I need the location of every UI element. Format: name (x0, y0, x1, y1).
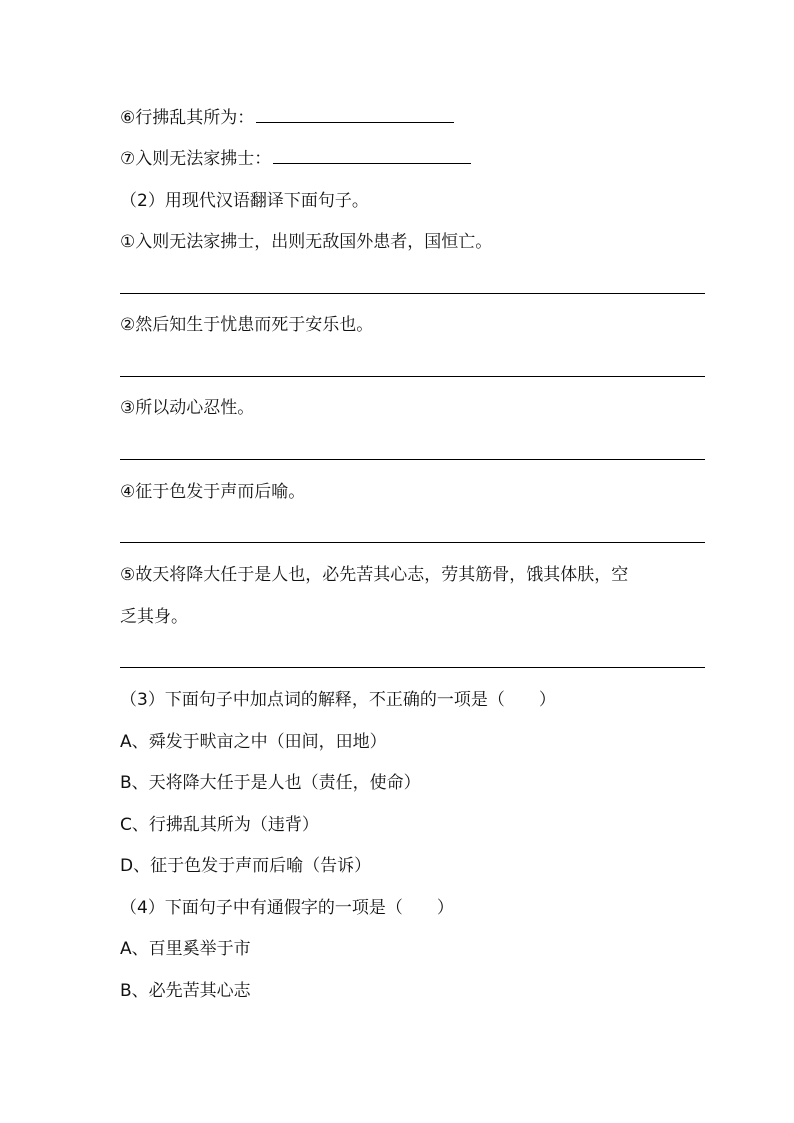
translation-item: ②然后知生于忧患而死于安乐也。 (120, 315, 374, 335)
option-item: B、必先苦其心志 (120, 981, 251, 1001)
option-item: D、征于色发于声而后喻（告诉） (120, 856, 372, 876)
answer-line[interactable] (120, 376, 705, 377)
option-item: C、行拂乱其所为（违背） (120, 815, 319, 835)
fill-item-text: ⑥行拂乱其所为： (120, 108, 255, 128)
question-heading: （3）下面句子中加点词的解释，不正确的一项是（ ） (120, 690, 556, 710)
fill-item (120, 148, 471, 170)
translation-item-continued: 乏其身。 (120, 607, 188, 627)
answer-line[interactable] (120, 667, 705, 668)
option-item: B、天将降大任于是人也（责任，使命） (120, 773, 421, 793)
answer-blank[interactable] (256, 108, 454, 123)
translation-item: ⑤故天将降大任于是人也，必先苦其心志，劳其筋骨，饿其体肤，空 (120, 565, 629, 585)
fill-item-text: ⑦入则无法家拂士： (120, 149, 272, 169)
translation-item: ③所以动心忍性。 (120, 398, 255, 418)
answer-blank[interactable] (273, 149, 471, 164)
translation-item: ①入则无法家拂士，出则无敌国外患者，国恒亡。 (120, 232, 493, 252)
answer-line[interactable] (120, 542, 705, 543)
option-item: A、舜发于畎亩之中（田间，田地） (120, 732, 387, 752)
question-heading: （4）下面句子中有通假字的一项是（ ） (120, 898, 454, 918)
option-item: A、百里奚举于市 (120, 939, 251, 959)
answer-line[interactable] (120, 459, 705, 460)
fill-item (120, 107, 454, 129)
translation-item: ④征于色发于声而后喻。 (120, 482, 306, 502)
question-heading: （2）用现代汉语翻译下面句子。 (120, 191, 369, 211)
answer-line[interactable] (120, 293, 705, 294)
